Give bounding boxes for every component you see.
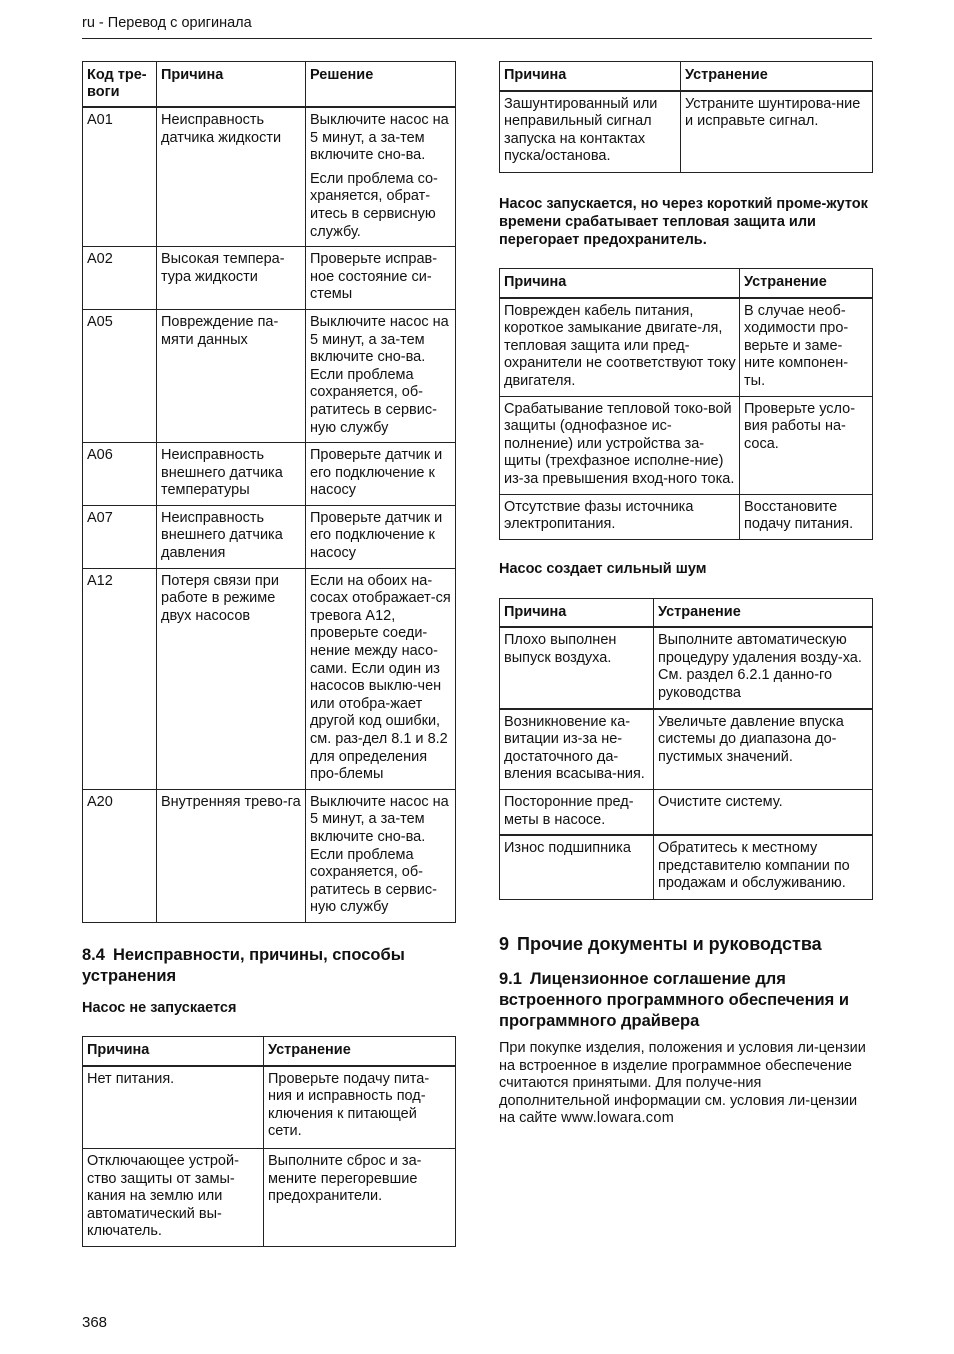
alarm-cause: Внутренняя трево-га [157,789,306,922]
table-row [500,396,873,494]
solution-paragraph: Выключите насос на 5 минут, а за-тем включите сно-ва. [310,112,449,164]
header-cause: Причина [157,62,306,108]
left-column [82,61,455,1247]
license-paragraph [499,1040,872,1128]
section-9-1-heading [499,969,872,1032]
section-number: 9.1 [499,970,522,988]
cause-cell: Отсутствие фазы источника электропитания. [500,494,740,539]
alarm-solution: Проверьте исправ-ное состояние си-стемы [306,247,456,310]
alarm-code: A06 [83,443,157,506]
cause-cell: Отключающее устрой-ство защиты от замы-кания на землю или автоматический вы-ключатель. [83,1148,264,1246]
right-column [499,61,872,1128]
header-cause: Причина [500,268,740,297]
cause-cell: Срабатывание тепловой токо-вой защиты (однофазное ис-полнение) или устройства за-щиты (трехфазное исполне-ние) из-за превышения вход-ного тока. [500,396,740,494]
cause-cell: Возникновение ка-витации из-за не-достаточного да-вления всасыва-ния. [500,709,654,790]
header-fix: Устранение [264,1036,456,1065]
table-row [500,494,873,539]
header-fix: Устранение [681,62,873,91]
table-row [83,1148,456,1246]
license-text: При покупке изделия, положения и условия ли-цензии на встроенное в изделие программное обеспечение считаются принятыми. Для получе-ния дополнительной информации см. условия ли-цензии на сайте [499,1040,866,1127]
fix-cell: Устраните шунтирова-ние и исправьте сигнал. [681,91,873,173]
alarm-cause: Неисправность датчика жидкости [157,107,306,247]
subheading-no-start: Насос не запускается [82,999,237,1016]
alarm-code: A20 [83,789,157,922]
table-row [83,443,456,506]
fix-cell: Выполните автоматическую процедуру удаления возду-ха. См. раздел 6.2.1 данно-го руководства [654,627,873,708]
start-signal-table [499,61,873,173]
fix-cell: Проверьте подачу пита-ния и исправность под-ключения к питающей сети. [264,1066,456,1149]
alarm-code: A02 [83,247,157,310]
alarm-cause: Высокая темпера-тура жидкости [157,247,306,310]
table-row [500,91,873,173]
table-row [83,247,456,310]
header-fix: Устранение [740,268,873,297]
table-header-row [83,1036,456,1065]
alarm-solution: Если на обоих на-сосах отображает-ся тревога A12, проверьте соеди-нение между насо-сами. Если один из насосов выклю-чен или отобра-жает другой код ошибки, см. раз-дел 8.1 и 8.2 для определения про-блемы [306,568,456,789]
alarm-cause: Неисправность внешнего датчика давления [157,505,306,568]
cause-cell: Поврежден кабель питания, короткое замыкание двигате-ля, тепловая защита или пред-охранители не соответствуют току двигателя. [500,298,740,396]
header-cause: Причина [83,1036,264,1065]
cause-cell: Зашунтированный или неправильный сигнал запуска на контактах пуска/останова. [500,91,681,173]
header-fix: Устранение [654,598,873,627]
page-number: 368 [82,1314,108,1331]
table-row [500,835,873,899]
table-row [500,627,873,708]
alarm-code: A07 [83,505,157,568]
fix-cell: Обратитесь к местному представителю компании по продажам и обслуживанию. [654,835,873,899]
table-header-row [83,62,456,108]
section-number: 9 [499,934,510,954]
section-8-4-heading [82,945,455,987]
alarm-code: A05 [83,309,157,442]
fix-cell: Увеличьте давление впуска системы до диапазона до-пустимых значений. [654,709,873,790]
solution-paragraph: Если проблема со-храняется, обрат-итесь в сервисную службу. [310,170,438,240]
fix-cell: Выполните сброс и за-мените перегоревшие предохранители. [264,1148,456,1246]
alarm-cause: Потеря связи при работе в режиме двух насосов [157,568,306,789]
noise-table [499,598,873,900]
table-row [83,789,456,922]
alarm-solution [306,107,456,247]
no-start-table [82,1036,456,1247]
table-row [500,298,873,396]
alarm-cause: Повреждение па-мяти данных [157,309,306,442]
table-row [83,1066,456,1149]
alarm-code: A01 [83,107,157,247]
cause-cell: Посторонние пред-меты в насосе. [500,790,654,836]
table-row [83,107,456,247]
website-link[interactable]: www.lowara.com [561,1110,675,1127]
table-row [83,568,456,789]
subheading-noise: Насос создает сильный шум [499,560,707,577]
alarm-solution: Выключите насос на 5 минут, а за-тем включите сно-ва. Если проблема сохраняется, об-ратитесь в сервис-ную службу [306,789,456,922]
cause-cell: Нет питания. [83,1066,264,1149]
alarm-solution: Выключите насос на 5 минут, а за-тем включите сно-ва. Если проблема сохраняется, об-ратитесь в сервис-ную службу [306,309,456,442]
alarm-code-table [82,61,456,923]
section-title: Лицензионное соглашение для встроенного программного обеспечения и программного драйвера [499,970,850,1030]
cause-cell: Плохо выполнен выпуск воздуха. [500,627,654,708]
fix-cell: Очистите систему. [654,790,873,836]
fix-cell: Восстановите подачу питания. [740,494,873,539]
table-row [83,505,456,568]
section-title: Неисправности, причины, способы устранения [82,945,405,985]
table-header-row [500,62,873,91]
subheading-thermal-trip: Насос запускается, но через короткий проме-жуток времени срабатывает тепловая защита или перегорает предохранитель. [499,195,868,248]
running-header: ru - Перевод с оригинала [82,15,252,31]
thermal-trip-table [499,268,873,540]
fix-cell: В случае необ-ходимости про-верьте и заме-ните компонен-ты. [740,298,873,396]
cause-cell: Износ подшипника [500,835,654,899]
header-solution: Решение [306,62,456,108]
section-9-heading [499,933,872,955]
table-row [500,790,873,836]
alarm-solution: Проверьте датчик и его подключение к насосу [306,443,456,506]
table-header-row [500,598,873,627]
header-alarm-code: Код тре- воги [83,62,157,108]
table-row [83,309,456,442]
alarm-cause: Неисправность внешнего датчика температуры [157,443,306,506]
header-cause: Причина [500,62,681,91]
header-divider [82,38,872,39]
alarm-solution: Проверьте датчик и его подключение к насосу [306,505,456,568]
alarm-code: A12 [83,568,157,789]
section-title: Прочие документы и руководства [517,934,822,954]
fix-cell: Проверьте усло-вия работы на-соса. [740,396,873,494]
table-header-row [500,268,873,297]
section-number: 8.4 [82,945,105,964]
table-row [500,709,873,790]
header-cause: Причина [500,598,654,627]
